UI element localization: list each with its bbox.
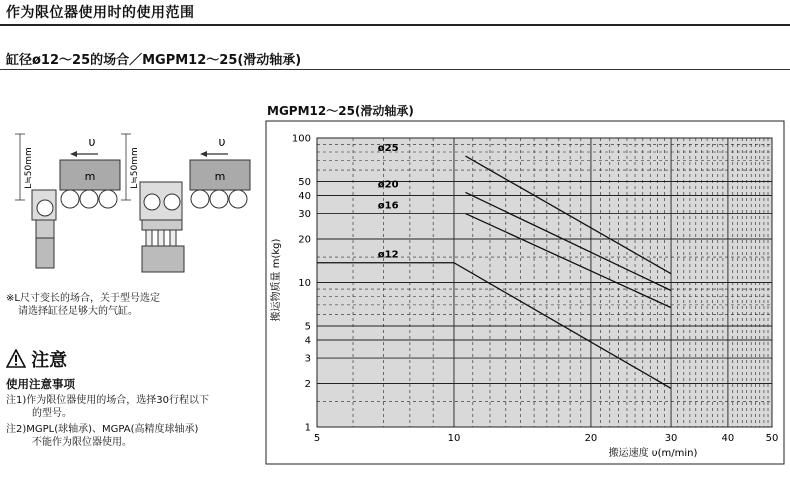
chart: [265, 120, 785, 465]
diagram-right: [121, 134, 250, 272]
y-tick-label: 50: [298, 176, 311, 188]
x-tick-label: 20: [584, 433, 598, 444]
y-tick-label: 4: [304, 335, 311, 347]
y-tick-label: 3: [304, 353, 311, 365]
side-note-line1: ※L尺寸变长的场合，关于型号选定: [6, 293, 160, 304]
caution-notes: [6, 394, 266, 449]
x-tick-label: 30: [664, 433, 678, 444]
x-tick-label: 5: [313, 433, 321, 444]
subtitle-rule: [0, 69, 790, 70]
y-tick-label: 10: [298, 278, 311, 289]
series-label: ø25: [377, 143, 399, 155]
caution-note1-line2: 的型号。: [32, 408, 72, 419]
chart-title: MGPM12～25(滑动轴承): [267, 104, 414, 118]
section-subtitle: 缸径ø12～25的场合／MGPM12～25(滑动轴承): [6, 53, 302, 68]
x-tick-label: 10: [447, 433, 461, 444]
y-tick-label: 20: [298, 234, 311, 246]
y-tick-label: 30: [298, 209, 311, 221]
mass-label-right: m: [214, 170, 226, 183]
mass-label-left: m: [84, 170, 96, 183]
series-label: ø20: [377, 179, 399, 191]
x-tick-label: 40: [721, 433, 735, 444]
series-label: ø12: [377, 249, 399, 261]
x-tick-label: 50: [765, 433, 779, 444]
side-note-line2: 请选择缸径足够大的气缸。: [18, 306, 138, 317]
diagram-left: [15, 134, 120, 268]
stopper-diagrams: [0, 120, 260, 280]
y-tick-label: 5: [304, 321, 311, 333]
caution-heading: [6, 346, 67, 372]
y-tick-label: 100: [291, 133, 311, 145]
warning-icon: [6, 349, 26, 368]
cylinder-right: [142, 246, 184, 272]
velocity-symbol-left: υ: [88, 135, 96, 149]
dim-label-right: L≒50mm: [130, 147, 140, 189]
caution-section: 使用注意事项: [6, 377, 75, 391]
y-tick-label: 1: [304, 422, 311, 434]
x-axis-label: 搬运速度 υ(m/min): [608, 448, 698, 459]
caution-title: 注意: [31, 350, 68, 371]
side-note: [6, 292, 266, 318]
velocity-symbol-right: υ: [218, 135, 226, 149]
cylinder-left: [36, 238, 54, 268]
y-tick-label: 2: [304, 379, 311, 391]
dim-label-left: L≒50mm: [24, 147, 34, 189]
series-label: ø16: [377, 200, 399, 212]
y-axis-label: 搬运物质量 m(kg): [271, 238, 282, 322]
page-title: 作为限位器使用时的使用范围: [6, 5, 195, 21]
title-rule: [0, 24, 790, 26]
caution-note2-line1: 注2)MGPL(球轴承)、MGPA(高精度球轴承): [6, 424, 199, 435]
y-tick-label: 40: [298, 191, 311, 203]
caution-note2-line2: 不能作为限位器使用。: [32, 437, 132, 448]
caution-note1-line1: 注1)作为限位器使用的场合，选择30行程以下: [6, 395, 209, 406]
